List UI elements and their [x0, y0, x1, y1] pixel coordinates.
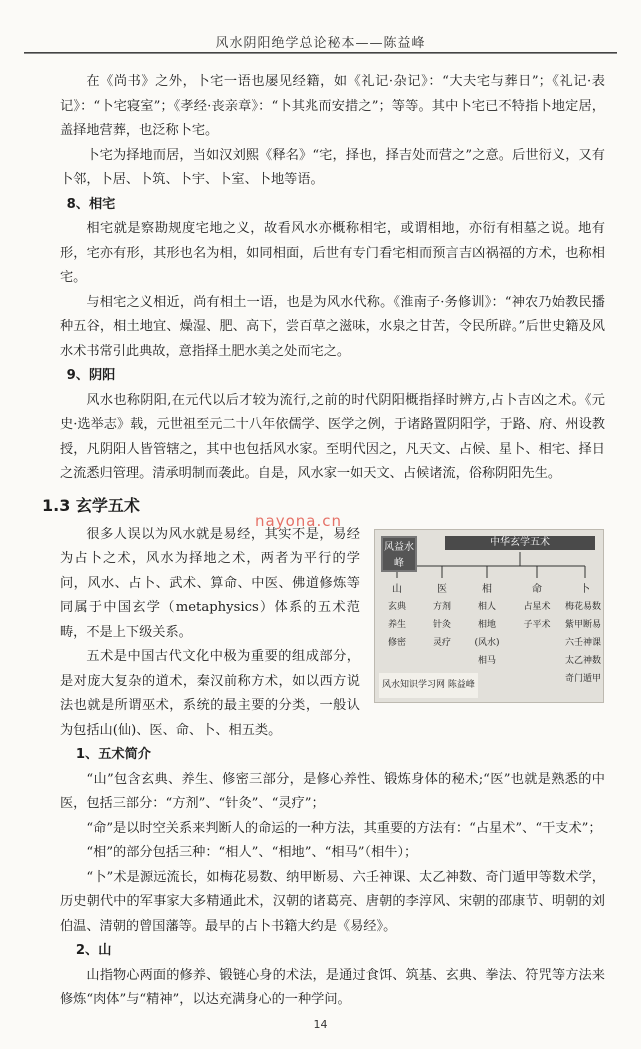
column-item: 子平术 — [523, 619, 551, 630]
column-item: 相地 — [477, 619, 496, 630]
paragraph: 很多人误以为风水就是易经，其实不是，易经为占卜之术，风水为择地之术，两者为平行的学问，风水、占卜、武术、算命、中医、佛道修炼等同属于中国玄学（metaphysics）体系的五术范畴，不是上下级关系。 — [60, 526, 360, 640]
category-destiny: 命 — [532, 583, 542, 595]
paragraph: “命”是以时空关系来判断人的命运的一种方法，其重要的方法有：“占星术”、“干支术”； — [86, 820, 602, 836]
page-number: 14 — [313, 1018, 328, 1031]
column-item: (风水) — [474, 637, 500, 648]
column-item: 相人 — [477, 601, 496, 612]
column-item: 方剂 — [432, 601, 451, 612]
column-item: 针灸 — [432, 619, 451, 630]
five-arts-diagram — [374, 529, 604, 703]
category-medicine: 医 — [437, 583, 447, 595]
column-item: 梅花易数 — [564, 601, 601, 612]
column-item: 养生 — [387, 619, 406, 630]
column-destiny — [517, 598, 557, 634]
paragraph: “山”包含玄典、养生、修密三部分，是修心养性、锻炼身体的秘术;“医”也就是熟悉的中医，包括三部分：“方剂”、“针灸”、“灵疗”； — [60, 771, 605, 811]
section-heading-1: 1、五术简介 — [75, 747, 151, 762]
column-medicine — [422, 598, 462, 652]
paragraph: “相”的部分包括三种：“相人”、“相地”、“相马”（相牛）； — [86, 845, 418, 860]
paragraph: 相宅就是察勘规度宅地之义，故看风水亦概称相宅，或谓相地，亦衍有相墓之说。地有形，宅亦有形，其形也名为相，如同相面，后世有专门看宅相而预言吉凶祸福的方术，也称相宅。 — [60, 221, 605, 285]
category-physiognomy: 相 — [482, 583, 492, 595]
paragraph: 卜宅为择地而居，当如汉刘熙《释名》“宅，择也，择吉处而营之”之意。后世衍义，又有卜邻，卜居、卜筑、卜宇、卜室、卜地等语。 — [60, 147, 605, 187]
column-item: 修密 — [387, 637, 406, 648]
category-mountain: 山 — [392, 583, 402, 595]
diagram-title: 中华玄学五术 — [445, 536, 595, 550]
section-heading-8: 8、相宅 — [66, 196, 116, 212]
column-item: 奇门遁甲 — [564, 673, 601, 684]
column-item: 太乙神数 — [564, 655, 601, 666]
column-item: 玄典 — [387, 601, 406, 612]
column-item: 相马 — [477, 655, 496, 666]
paragraph: 风水也称阴阳,在元代以后才较为流行,之前的时代阴阳概指择时辨方,占卜吉凶之术。《元史·选举志》载，元世祖至元二十八年依儒学、医学之例，于诸路置阴阳学，于路、府、州设教授，凡阴阳人皆管辖之，其中也包括风水家。至明代因之，凡天文、占候、星卜、相宅、择日之流悉归管理。清承明制而袭此。自是，风水家一如天文、占候诸流，俗称阴阳先生。 — [60, 392, 605, 481]
category-divination: 卜 — [580, 583, 590, 595]
paragraph: 山指物心两面的修养、锻链心身的术法，是通过食饵、筑基、玄典、拳法、符咒等方法来修炼“肉体”与“精神”，以达充满身心的一种学问。 — [60, 967, 605, 1007]
column-divination — [561, 598, 605, 688]
column-mountain — [377, 598, 417, 652]
running-header: 风水阴阳绝学总论秘本——陈益峰 — [215, 36, 426, 51]
column-physiognomy — [467, 598, 507, 670]
column-item: 六壬神课 — [564, 637, 601, 648]
paragraph: “卜”术是源远流长，如梅花易数、纳甲断易、六壬神课、太乙神数、奇门遁甲等数术学，历史朝代中的军事家大多精通此术，汉朝的诸葛亮、唐朝的李淳风、宋朝的邵康节、明朝的刘伯温、清朝的曾国藩等。最早的占卜书籍大约是《易经》。 — [60, 869, 605, 934]
paragraph: 与相宅之义相近，尚有相土一语，也是为风水代称。《淮南子·务修训》：“神农乃始教民播种五谷，相土地宜、燥湿、肥、高下，尝百草之滋味，水泉之甘苦，令民所辟。”后世史籍及风水术书常引此典故，意指择土肥水美之处而宅之。 — [60, 294, 605, 359]
paragraph: 五术是中国古代文化中极为重要的组成部分，是对庞大复杂的道术，秦汉前称方术，如以西方说法也就是所谓巫术，系统的最主要的分类，一般认为包括山(仙)、医、命、卜、相五类。 — [60, 649, 360, 738]
paragraph: 在《尚书》之外，卜宅一语也屡见经籍，如《礼记·杂记》：“大夫宅与葬日”；《礼记·表记》：“卜宅寝室”；《孝经·丧亲章》：“卜其兆而安措之”；等等。其中卜宅已不特指卜地定居，盖择地营葬，也泛称卜宅。 — [60, 74, 605, 138]
column-item: 占星术 — [523, 601, 551, 612]
section-title-1-3: 1.3 玄学五术 — [42, 495, 140, 515]
diagram-footer: 风水知识学习网 陈益峰 — [379, 673, 478, 698]
column-item: 紫甲断易 — [564, 619, 601, 630]
header-rule — [24, 52, 617, 54]
section-heading-2: 2、山 — [75, 943, 112, 958]
site-watermark: nayona.cn — [255, 512, 342, 530]
page-content — [42, 70, 605, 1013]
section-heading-9: 9、阴阳 — [66, 368, 116, 383]
fengshui-logo: 风益水峰 — [381, 536, 417, 572]
column-item: 灵疗 — [432, 637, 451, 648]
section-1-3-body — [60, 523, 605, 744]
